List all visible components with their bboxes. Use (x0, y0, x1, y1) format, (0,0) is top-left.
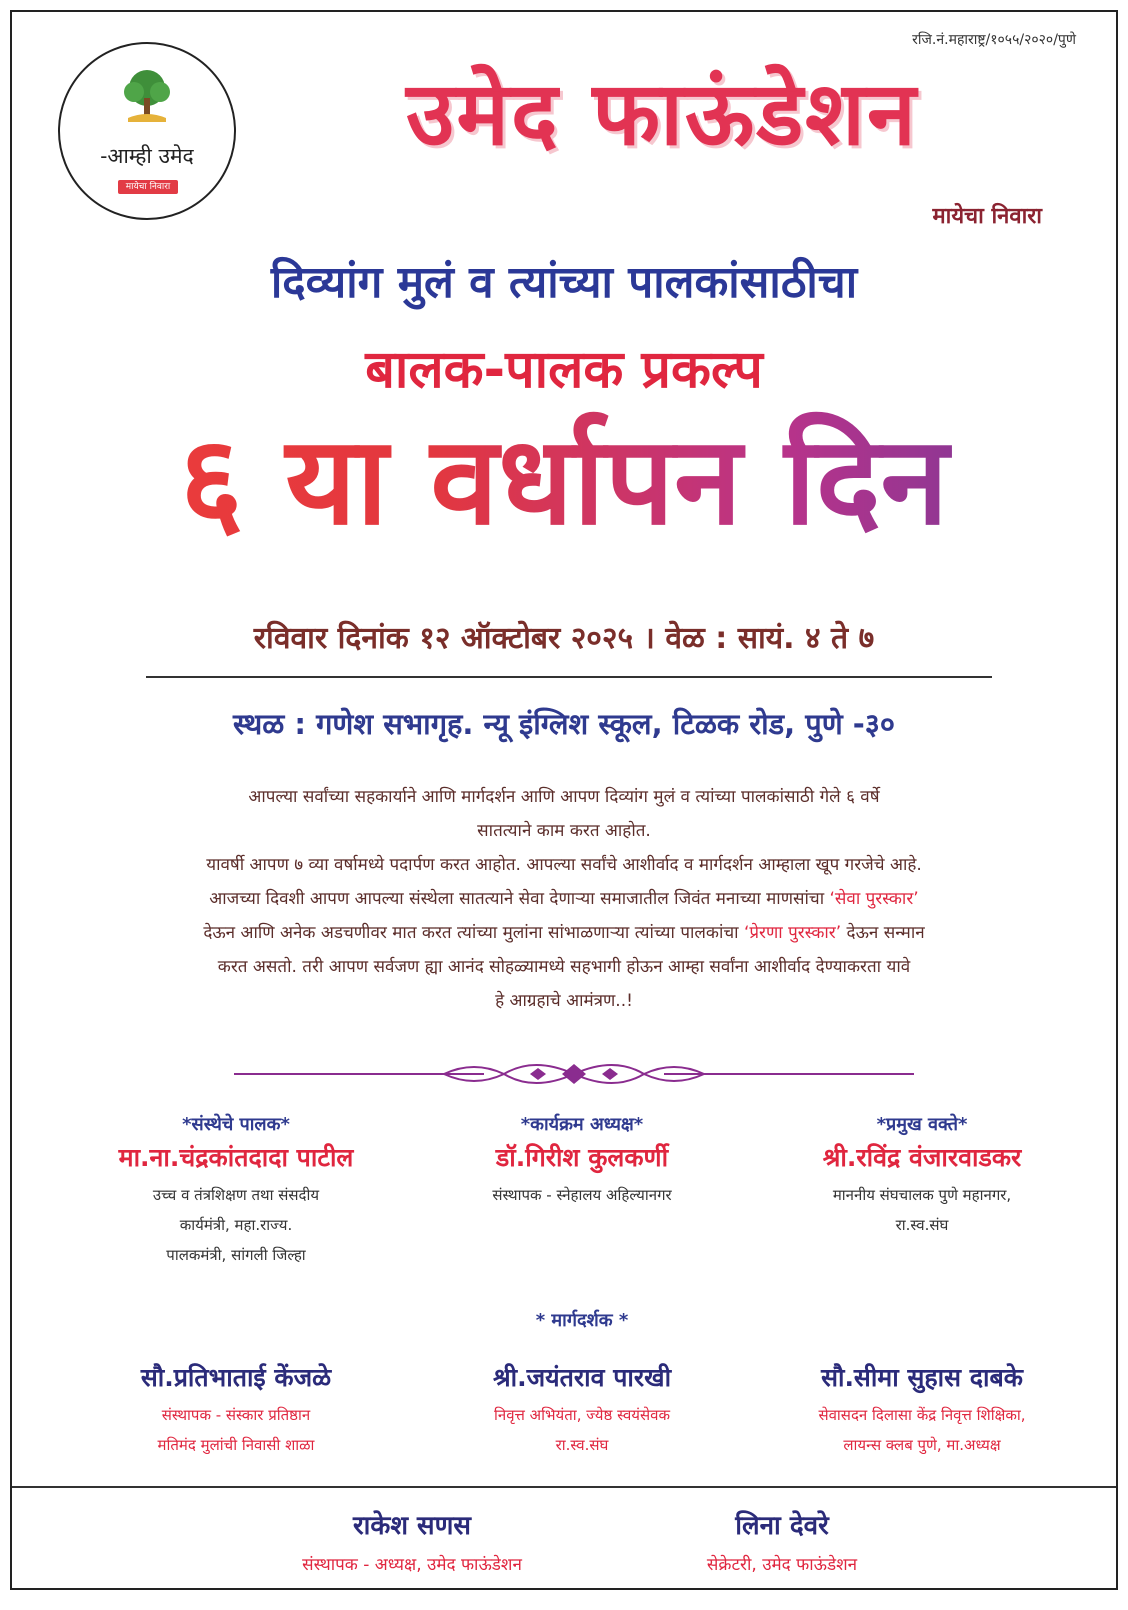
guest-desc (66, 1180, 406, 1270)
guest-role: *संस्थेचे पालक* (182, 1114, 290, 1135)
mentors-title: * मार्गदर्शक * (535, 1310, 629, 1331)
footer-title: सेक्रेटरी, उमेद फाऊंडेशन (706, 1555, 858, 1575)
footer-name: राकेश सणस (352, 1511, 472, 1541)
body-line (48, 882, 1080, 916)
mentor-desc (752, 1400, 1092, 1460)
award-seva: ‘सेवा पुरस्कार’ (829, 889, 919, 909)
award-prerna: ‘प्रेरणा पुरस्कार’ (743, 923, 842, 943)
mentor-desc (412, 1400, 752, 1460)
desc-line: संस्थापक - स्नेहालय अहिल्यानगर (492, 1186, 672, 1204)
mentors-heading (412, 1308, 752, 1332)
brand-name: उमेद फाऊंडेशन (406, 62, 918, 165)
invitation-body (48, 780, 1080, 1018)
mentor-desc (66, 1400, 406, 1460)
logo-text: -आम्ही उमेद (100, 144, 194, 168)
guest-patron (66, 1112, 406, 1270)
mentor-3 (752, 1356, 1092, 1460)
guest-speaker (752, 1112, 1092, 1240)
body-line: हे आग्रहाचे आमंत्रण..! (495, 991, 633, 1011)
desc-line: संस्थापक - संस्कार प्रतिष्ठान (161, 1406, 311, 1424)
event-venue: स्थळ : गणेश सभागृह. न्यू इंग्लिश स्कूल, टिळक रोड, पुणे -३० (233, 707, 895, 741)
guest-name: डॉ.गिरीश कुलकर्णी (495, 1143, 669, 1172)
desc-line: मतिमंद मुलांची निवासी शाळा (157, 1436, 315, 1454)
divider-line (146, 676, 992, 678)
guest-desc (752, 1180, 1092, 1240)
guest-desc (412, 1180, 752, 1210)
body-line: करत असतो. तरी आपण सर्वजण ह्या आनंद सोहळ्यामध्ये सहभागी होऊन आम्हा सर्वांना आशीर्वाद देण्याकरता यावे (217, 957, 911, 977)
desc-line: माननीय संघचालक पुणे महानगर, (832, 1186, 1012, 1204)
heading-line-1: दिव्यांग मुलं व त्यांच्या पालकांसाठीचा (270, 257, 858, 308)
mentor-2 (412, 1356, 752, 1460)
mentor-name: सौ.सीमा सुहास दाबके (821, 1363, 1023, 1392)
footer-name: लिना देवरे (735, 1511, 829, 1541)
logo-subtitle: मायेचा निवारा (118, 180, 178, 194)
footer-title: संस्थापक - अध्यक्ष, उमेद फाऊंडेशन (302, 1555, 522, 1575)
anniversary-title: ६ या वर्धापन दिन (12, 408, 1116, 554)
body-line: यावर्षी आपण ७ व्या वर्षामध्ये पदार्पण करत आहोत. आपल्या सर्वांचे आशीर्वाद व मार्गदर्शन आम्हाला खूप गरजेचे आहे. (206, 855, 922, 875)
ornament-divider (234, 1056, 914, 1092)
body-line (48, 916, 1080, 950)
desc-line: रा.स्व.संघ (555, 1436, 609, 1454)
brand-tagline: मायेचा निवारा (932, 204, 1042, 229)
invitation-card (10, 10, 1118, 1590)
guest-role: *कार्यक्रम अध्यक्ष* (520, 1114, 644, 1135)
tree-icon (118, 66, 176, 126)
desc-line: रा.स्व.संघ (895, 1216, 949, 1234)
registration-number: रजि.नं.महाराष्ट्र/१०५५/२०२०/पुणे (912, 32, 1076, 48)
guest-role: *प्रमुख वक्ते* (876, 1114, 968, 1135)
footer-divider (12, 1486, 1116, 1488)
guest-name: मा.ना.चंद्रकांतदादा पाटील (118, 1143, 354, 1172)
body-line: सातत्याने काम करत आहोत. (477, 821, 651, 841)
desc-line: निवृत्त अभियंता, ज्येष्ठ स्वयंसेवक (493, 1406, 670, 1424)
mentor-name: सौ.प्रतिभाताई केंजळे (140, 1363, 332, 1392)
mentor-1 (66, 1356, 406, 1460)
foundation-logo (58, 42, 236, 220)
desc-line: उच्च व तंत्रशिक्षण तथा संसदीय (152, 1186, 320, 1204)
mentor-name: श्री.जयंतराव पारखी (492, 1363, 672, 1392)
body-text-span: आजच्या दिवशी आपण आपल्या संस्थेला सातत्याने सेवा देणाऱ्या समाजातील जिवंत मनाच्या माणसांचा (209, 889, 830, 909)
desc-line: पालकमंत्री, सांगली जिल्हा (166, 1246, 306, 1264)
event-datetime: रविवार दिनांक १२ ऑक्टोबर २०२५ । वेळ : सायं. ४ ते ७ (253, 621, 875, 656)
body-text-span: देऊन आणि अनेक अडचणीवर मात करत त्यांच्या मुलांना सांभाळणाऱ्या त्यांच्या पालकांचा (203, 923, 744, 943)
footer-founder (222, 1506, 602, 1575)
guest-president (412, 1112, 752, 1210)
guest-name: श्री.रविंद्र वंजारवाडकर (822, 1143, 1022, 1172)
body-text-span: देऊन सन्मान (841, 923, 925, 943)
desc-line: सेवासदन दिलासा केंद्र निवृत्त शिक्षिका, (818, 1406, 1026, 1424)
footer-secretary (592, 1506, 972, 1575)
body-line: आपल्या सर्वांच्या सहकार्याने आणि मार्गदर्शन आणि आपण दिव्यांग मुलं व त्यांच्या पालकांसाठी गेले ६ वर्षे (248, 787, 880, 807)
desc-line: कार्यमंत्री, महा.राज्य. (179, 1216, 293, 1234)
heading-line-2: बालक-पालक प्रकल्प (365, 340, 763, 400)
desc-line: लायन्स क्लब पुणे, मा.अध्यक्ष (843, 1436, 1001, 1454)
